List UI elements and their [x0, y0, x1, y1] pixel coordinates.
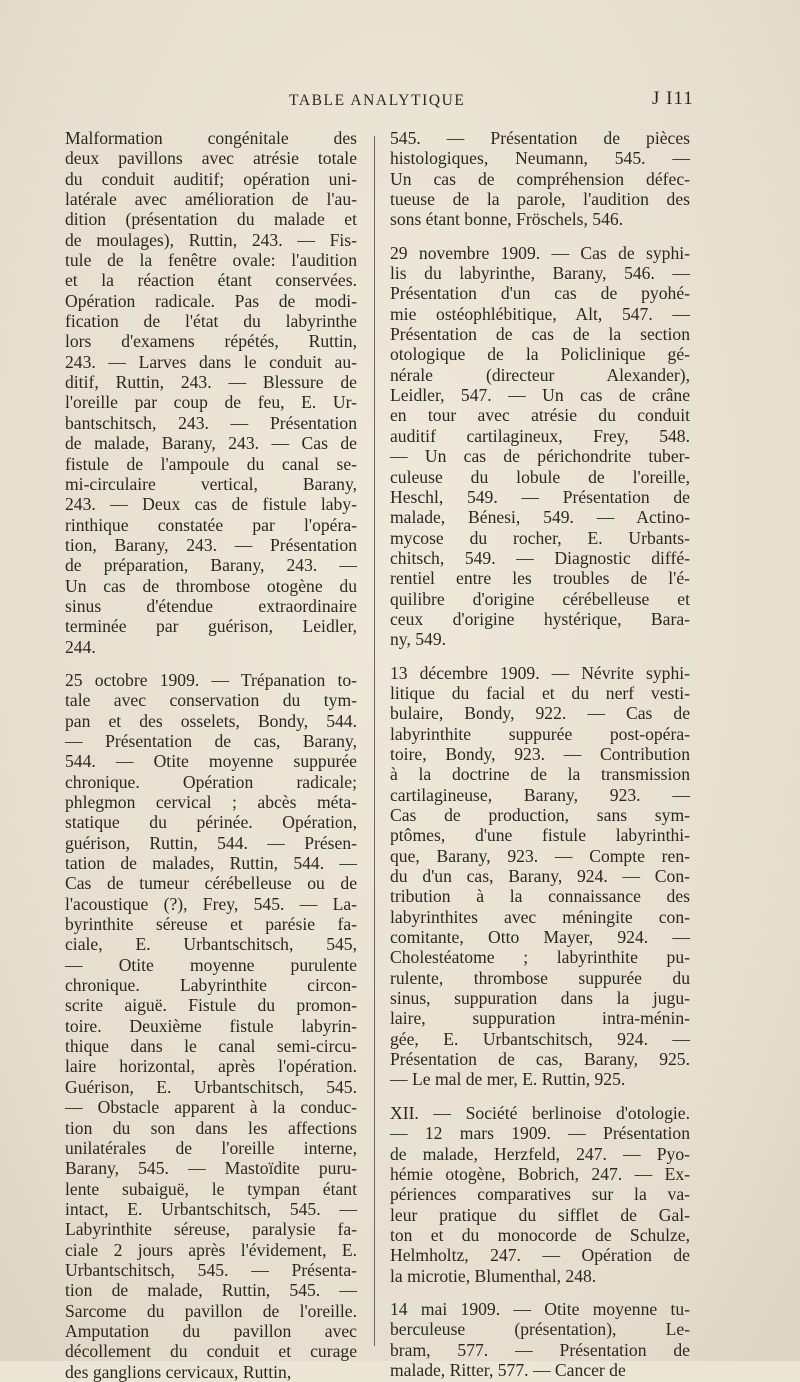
text-line: Présentation de cas, Barany, 925. [390, 1049, 690, 1070]
text-line: auditif cartilagineux, Frey, 548. [390, 425, 690, 446]
index-paragraph [390, 1299, 690, 1380]
text-line: ton et du monocorde de Schulze, [390, 1224, 690, 1245]
text-line: terminée par guérison, Leidler, [65, 616, 357, 637]
text-line: tation de malades, Ruttin, 544. — [65, 853, 357, 874]
text-line: chitsch, 549. — Diagnostic diffé- [390, 547, 690, 568]
text-line: de préparation, Barany, 243. — [65, 555, 357, 576]
paragraph-gap [390, 230, 690, 243]
right-column [390, 128, 690, 1380]
text-line: berculeuse (présentation), Le- [390, 1319, 690, 1340]
text-line: statique du périnée. Opération, [65, 812, 357, 833]
text-line: laire horizontal, après l'opération. [65, 1056, 357, 1077]
text-line: XII. — Société berlinoise d'otologie. [390, 1102, 690, 1123]
text-line: ciale 2 jours après l'évidement, E. [65, 1239, 357, 1260]
text-line: Cas de tumeur cérébelleuse ou de [65, 873, 357, 894]
text-line: latérale avec amélioration de l'au- [65, 189, 357, 210]
text-line: de moulages), Ruttin, 243. — Fis- [65, 229, 357, 250]
page-number: J I11 [652, 88, 694, 109]
text-line: ceux d'origine hystérique, Bara- [390, 608, 690, 629]
text-line: fication de l'état du labyrinthe [65, 311, 357, 332]
header-title: TABLE ANALYTIQUE [289, 92, 466, 109]
index-paragraph [390, 243, 690, 650]
text-line: mycose du rocher, E. Urbants- [390, 527, 690, 548]
text-line: phlegmon cervical ; abcès méta- [65, 792, 357, 812]
text-line: ciale, E. Urbantschitsch, 545, [65, 934, 357, 955]
text-line: 14 mai 1909. — Otite moyenne tu- [390, 1298, 690, 1319]
text-line: — Otite moyenne purulente [65, 954, 357, 975]
text-line: sinus, suppuration dans la jugu- [390, 988, 690, 1009]
text-line: Malformation congénitale des [65, 128, 357, 148]
text-line: labyrinthite suppurée post-opéra- [390, 723, 690, 744]
index-paragraph [65, 670, 357, 1382]
text-line: — Le mal de mer, E. Ruttin, 925. [390, 1069, 626, 1090]
text-line: tale avec conservation du tym- [65, 690, 357, 711]
text-line: tion du son dans les affections [65, 1117, 357, 1138]
text-line: tion de malade, Ruttin, 545. — [65, 1280, 357, 1301]
text-line: Urbantschitsch, 545. — Présenta- [65, 1259, 357, 1280]
text-line: des ganglions cervicaux, Ruttin, [65, 1361, 292, 1382]
text-line: otologique de la Policlinique gé- [390, 344, 690, 365]
text-line: intact, E. Urbantschitsch, 545. — [65, 1198, 357, 1219]
text-line: toire. Deuxième fistule labyrin- [65, 1015, 357, 1036]
text-line: Heschl, 549. — Présentation de [390, 486, 690, 507]
text-line: 13 décembre 1909. — Névrite syphi- [390, 662, 690, 683]
text-line: dition (présentation du malade et [65, 209, 357, 230]
text-line: l'acoustique (?), Frey, 545. — La- [65, 893, 357, 914]
text-line: gée, E. Urbantschitsch, 924. — [390, 1028, 690, 1049]
text-line: mi-circulaire vertical, Barany, [65, 473, 357, 494]
paragraph-gap [390, 650, 690, 663]
text-line: l'oreille par coup de feu, E. Ur- [65, 392, 357, 413]
text-line: rulente, thrombose suppurée du [390, 967, 690, 988]
text-line: tribution à la connaissance des [390, 886, 690, 907]
text-line: et la réaction étant conservées. [65, 270, 357, 291]
text-line: 244. [65, 636, 96, 657]
text-line: lors d'examens répétés, Ruttin, [65, 331, 357, 352]
text-line: rinthique constatée par l'opéra- [65, 514, 357, 535]
text-line: fistule de l'ampoule du canal se- [65, 453, 357, 474]
text-line: Guérison, E. Urbantschitsch, 545. [65, 1076, 357, 1097]
index-paragraph [390, 128, 690, 230]
text-line: tueuse de la parole, l'audition des [390, 189, 690, 210]
text-line: 544. — Otite moyenne suppurée [65, 751, 357, 772]
text-line: deux pavillons avec atrésie totale [65, 148, 357, 169]
text-line: ditif, Ruttin, 243. — Blessure de [65, 372, 357, 393]
running-header [0, 88, 800, 118]
text-line: tion, Barany, 243. — Présentation [65, 534, 357, 555]
text-line: chronique. Labyrinthite circon- [65, 975, 357, 996]
text-line: tule de la fenêtre ovale: l'audition [65, 250, 357, 271]
text-line: byrinthite séreuse et parésie fa- [65, 914, 357, 935]
text-line: ptômes, d'une fistule labyrinthi- [390, 825, 690, 846]
text-line: rentiel entre les troubles de l'é- [390, 568, 690, 589]
text-line: périences comparatives sur la va- [390, 1184, 690, 1205]
text-line: 25 octobre 1909. — Trépanation to- [65, 669, 357, 690]
index-paragraph [390, 663, 690, 1090]
text-line: scrite aiguë. Fistule du promon- [65, 995, 357, 1016]
text-line: bulaire, Bondy, 922. — Cas de [390, 703, 690, 724]
text-line: de malade, Herzfeld, 247. — Pyo- [390, 1143, 690, 1164]
text-line: — Obstacle apparent à la conduc- [65, 1097, 357, 1118]
text-line: sons étant bonne, Fröschels, 546. [390, 209, 624, 230]
text-line: que, Barany, 923. — Compte ren- [390, 845, 690, 866]
text-line: litique du facial et du nerf vesti- [390, 682, 690, 703]
text-line: en tour avec atrésie du conduit [390, 405, 690, 426]
text-line: 243. — Deux cas de fistule laby- [65, 494, 357, 515]
text-line: 545. — Présentation de pièces [390, 128, 690, 148]
text-line: culeuse du lobule de l'oreille, [390, 466, 690, 487]
text-line: du conduit auditif; opération uni- [65, 168, 357, 189]
text-line: Barany, 545. — Mastoïdite puru- [65, 1158, 357, 1179]
left-column [65, 128, 357, 1382]
text-line: la microtie, Blumenthal, 248. [390, 1265, 597, 1286]
text-line: Labyrinthite séreuse, paralysie fa- [65, 1219, 357, 1240]
text-line: Cholestéatome ; labyrinthite pu- [390, 947, 690, 968]
text-line: bram, 577. — Présentation de [390, 1339, 690, 1360]
text-line: nérale (directeur Alexander), [390, 364, 690, 385]
text-line: bantschitsch, 243. — Présentation [65, 412, 357, 433]
text-line: à la doctrine de la transmission [390, 764, 690, 785]
text-line: malade, Ritter, 577. — Cancer de [390, 1359, 626, 1380]
text-line: quilibre d'origine cérébelleuse et [390, 588, 690, 609]
text-line: du d'un cas, Barany, 924. — Con- [390, 866, 690, 887]
index-paragraph [65, 128, 357, 657]
text-line: Opération radicale. Pas de modi- [65, 290, 357, 311]
index-paragraph [390, 1103, 690, 1286]
text-line: — Présentation de cas, Barany, [65, 730, 357, 751]
paragraph-gap [65, 657, 357, 670]
text-line: lis du labyrinthe, Barany, 546. — [390, 263, 690, 284]
text-line: Un cas de compréhension défec- [390, 168, 690, 189]
text-line: chronique. Opération radicale; [65, 771, 357, 792]
text-line: laire, suppuration intra-ménin- [390, 1008, 690, 1029]
text-line: Helmholtz, 247. — Opération de [390, 1245, 690, 1266]
text-line: comitante, Otto Mayer, 924. — [390, 927, 690, 948]
text-line: leur pratique du sifflet de Gal- [390, 1204, 690, 1225]
paragraph-gap [390, 1286, 690, 1299]
text-line: mie ostéophlébitique, Alt, 547. — [390, 303, 690, 324]
text-line: — Un cas de périchondrite tuber- [390, 446, 690, 467]
text-line: labyrinthites avec méningite con- [390, 906, 690, 927]
text-line: histologiques, Neumann, 545. — [390, 148, 690, 169]
paragraph-gap [390, 1090, 690, 1103]
text-line: malade, Bénesi, 549. — Actino- [390, 507, 690, 528]
text-line: Cas de production, sans sym- [390, 805, 690, 825]
text-line: pan et des osselets, Bondy, 544. [65, 710, 357, 731]
text-line: sinus d'étendue extraordinaire [65, 595, 357, 616]
text-line: Présentation de cas de la section [390, 324, 690, 345]
text-line: toire, Bondy, 923. — Contribution [390, 743, 690, 764]
text-line: Leidler, 547. — Un cas de crâne [390, 385, 690, 406]
text-line: de malade, Barany, 243. — Cas de [65, 433, 357, 454]
text-line: — 12 mars 1909. — Présentation [390, 1123, 690, 1144]
text-line: lente subaiguë, le tympan étant [65, 1178, 357, 1199]
column-divider [374, 136, 375, 1346]
text-line: cartilagineuse, Barany, 923. — [390, 784, 690, 805]
text-line: unilatérales de l'oreille interne, [65, 1137, 357, 1158]
text-line: Amputation du pavillon avec [65, 1320, 357, 1341]
text-line: décollement du conduit et curage [65, 1341, 357, 1362]
text-line: ny, 549. [390, 629, 447, 650]
text-line: 243. — Larves dans le conduit au- [65, 351, 357, 372]
text-line: Sarcome du pavillon de l'oreille. [65, 1300, 357, 1321]
text-line: hémie otogène, Bobrich, 247. — Ex- [390, 1163, 690, 1184]
text-line: Un cas de thrombose otogène du [65, 575, 357, 596]
text-line: guérison, Ruttin, 544. — Présen- [65, 832, 357, 853]
text-line: Présentation d'un cas de pyohé- [390, 283, 690, 304]
text-line: thique dans le canal semi-circu- [65, 1036, 357, 1057]
text-line: 29 novembre 1909. — Cas de syphi- [390, 242, 690, 263]
